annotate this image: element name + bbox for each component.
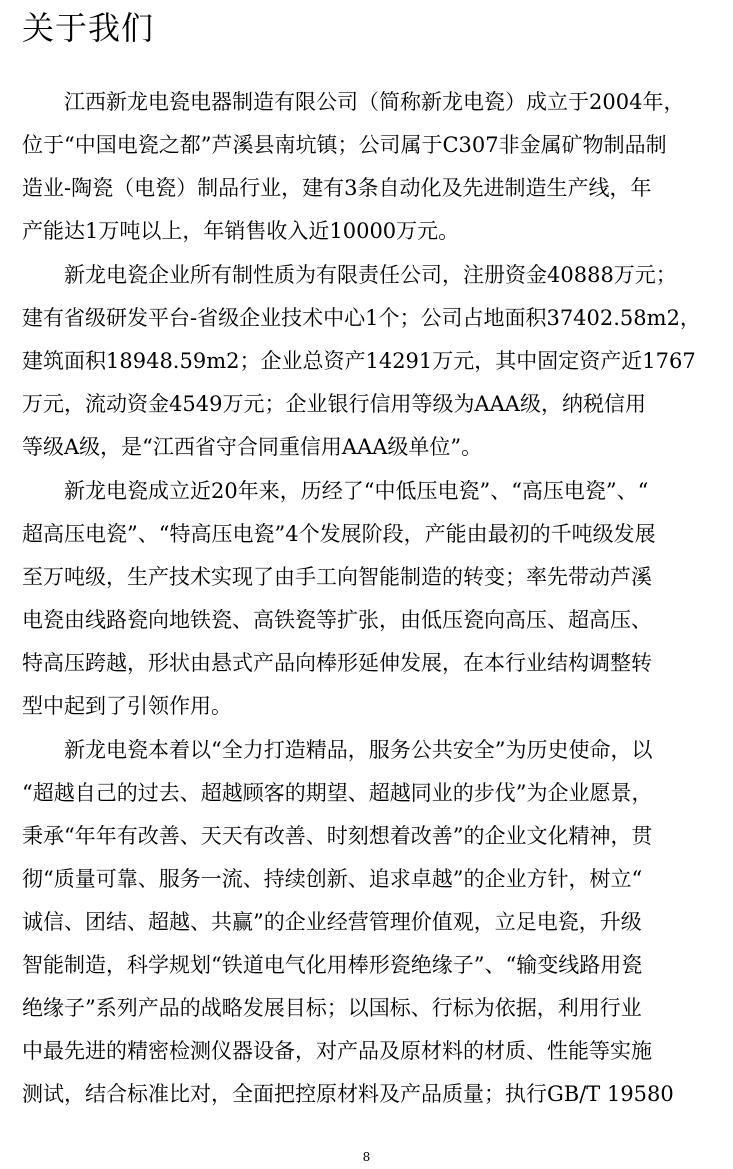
- paragraph-1-line-4: 产能达1万吨以上，年销售收入近10000万元。: [22, 219, 460, 243]
- paragraph-3-line-5: 特高压跨越，形状由悬式产品向棒形延伸发展，在本行业结构调整转: [22, 651, 652, 675]
- paragraph-4-line-9: 测试，结合标准比对，全面把控原材料及产品质量；执行GB/T 19580: [22, 1082, 674, 1106]
- paragraph-4-line-7: 绝缘子”系列产品的战略发展目标；以国标、行标为依据，利用行业: [22, 996, 642, 1020]
- paragraph-1-line-1: 江西新龙电瓷电器制造有限公司（简称新龙电瓷）成立于2004年，: [64, 90, 685, 114]
- paragraph-2-line-4: 万元，流动资金4549万元；企业银行信用等级为AAA级，纳税信用: [22, 392, 646, 416]
- paragraph-3-line-3: 至万吨级，生产技术实现了由手工向智能制造的转变；率先带动芦溪: [22, 565, 652, 589]
- page-number: 8: [362, 1150, 371, 1164]
- paragraph-4-line-5: 诚信、团结、超越、共赢”的企业经营管理价值观，立足电瓷，升级: [22, 910, 642, 934]
- paragraph-4-line-2: “超越自己的过去、超越顾客的期望、超越同业的步伐”为企业愿景，: [22, 781, 653, 805]
- paragraph-1-line-3: 造业-陶瓷（电瓷）制品行业，建有3条自动化及先进制造生产线，年: [22, 176, 652, 200]
- paragraph-3-line-6: 型中起到了引领作用。: [22, 694, 232, 718]
- page-title: 关于我们: [22, 9, 155, 47]
- paragraph-4-line-1: 新龙电瓷本着以“全力打造精品，服务公共安全”为历史使命，以: [64, 738, 653, 762]
- paragraph-4-line-4: 彻“质量可靠、服务一流、持续创新、追求卓越”的企业方针，树立“: [22, 867, 643, 891]
- paragraph-3-line-2: 超高压电瓷”、“特高压电瓷”4个发展阶段，产能由最初的千吨级发展: [22, 522, 656, 546]
- paragraph-2-line-3: 建筑面积18948.59m2；企业总资产14291万元，其中固定资产近1767: [22, 349, 696, 373]
- paragraph-2-line-2: 建有省级研发平台-省级企业技术中心1个；公司占地面积37402.58m2，: [22, 306, 701, 330]
- paragraph-3-line-4: 电瓷由线路瓷向地铁瓷、高铁瓷等扩张，由低压瓷向高压、超高压、: [22, 608, 652, 632]
- paragraph-1-line-2: 位于“中国电瓷之都”芦溪县南坑镇；公司属于C307非金属矿物制品制: [22, 133, 667, 157]
- paragraph-3-line-1: 新龙电瓷成立近20年来，历经了“中低压电瓷”、“高压电瓷”、“: [64, 479, 649, 503]
- paragraph-4-line-8: 中最先进的精密检测仪器设备，对产品及原材料的材质、性能等实施: [22, 1039, 652, 1063]
- paragraph-2-line-1: 新龙电瓷企业所有制性质为有限责任公司，注册资金40888万元；: [64, 263, 677, 287]
- paragraph-2-line-5: 等级A级，是“江西省守合同重信用AAA级单位”。: [22, 435, 483, 459]
- paragraph-4-line-6: 智能制造，科学规划“铁道电气化用棒形瓷绝缘子”、“输变线路用瓷: [22, 953, 643, 977]
- paragraph-4-line-3: 秉承“年年有改善、天天有改善、时刻想着改善”的企业文化精神，贯: [22, 824, 653, 848]
